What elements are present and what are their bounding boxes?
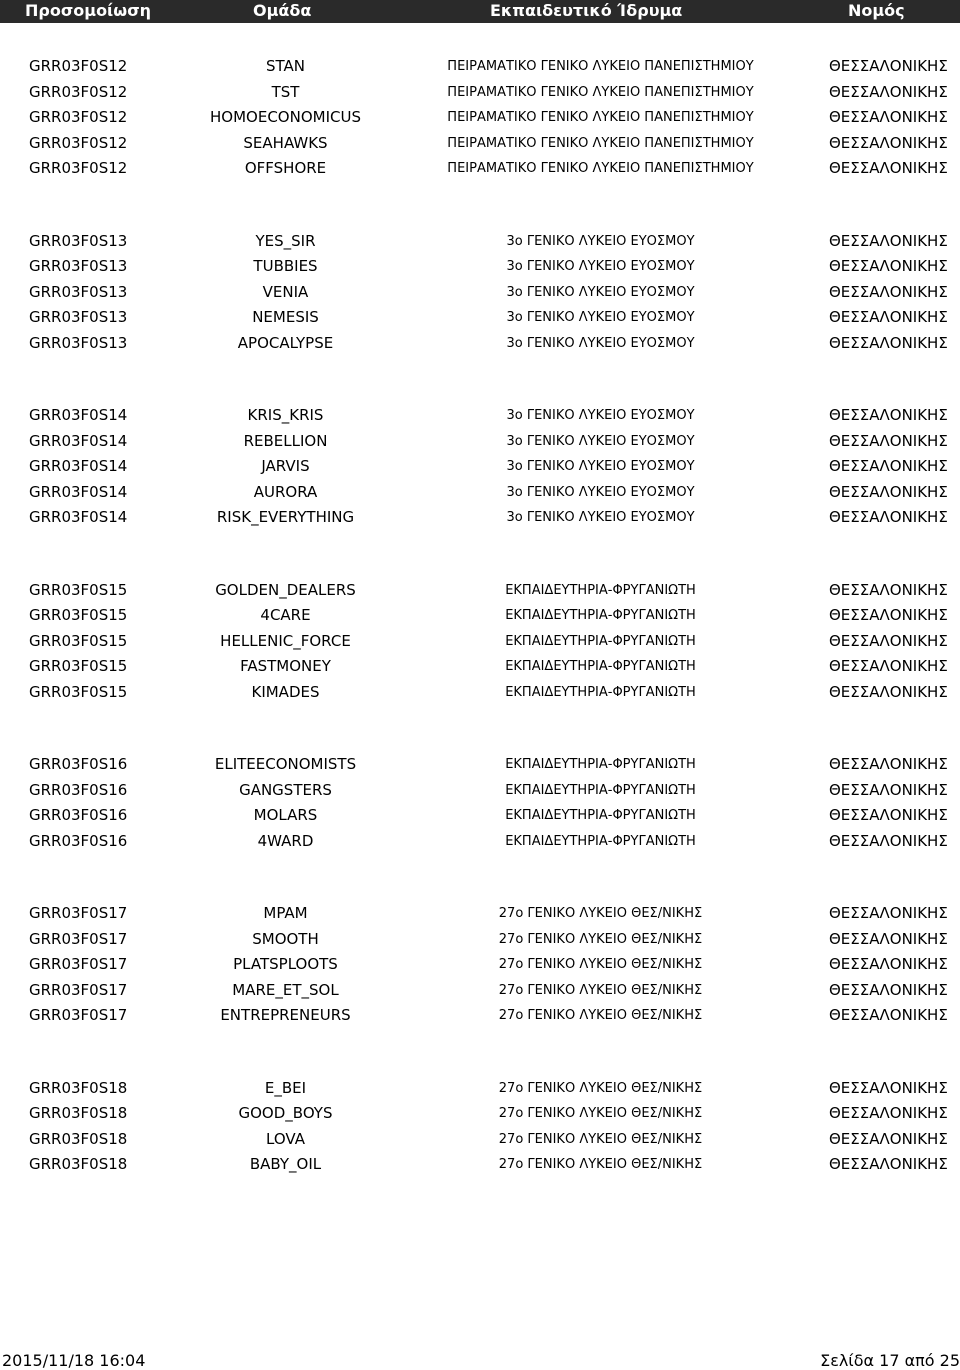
table-row — [0, 901, 960, 927]
table-row — [0, 229, 960, 255]
table-row — [0, 778, 960, 804]
table-row — [0, 978, 960, 1004]
school-cell: 3ο ΓΕΝΙΚΟ ΛΥΚΕΙΟ ΕΥΟΣΜΟΥ — [506, 484, 695, 500]
school-cell: 27ο ΓΕΝΙΚΟ ΛΥΚΕΙΟ ΘΕΣ/ΝΙΚΗΣ — [498, 1131, 703, 1147]
simulation-cell: GRR03F0S12 — [29, 159, 128, 177]
prefecture-cell: ΘΕΣΣΑΛΟΝΙΚΗΣ — [829, 308, 948, 326]
prefecture-cell: ΘΕΣΣΑΛΟΝΙΚΗΣ — [829, 606, 948, 624]
school-cell: 3ο ΓΕΝΙΚΟ ΛΥΚΕΙΟ ΕΥΟΣΜΟΥ — [506, 408, 695, 423]
table-row — [0, 1152, 960, 1178]
table-row — [0, 505, 960, 531]
team-cell: SMOOTH — [252, 929, 319, 948]
team-cell: MPAM — [263, 904, 308, 922]
school-cell: ΕΚΠΑΙΔΕΥΤΗΡΙΑ-ΦΡΥΓΑΝΙΩΤΗ — [505, 833, 696, 849]
table-row — [0, 54, 960, 80]
school-cell: ΕΚΠΑΙΔΕΥΤΗΡΙΑ-ΦΡΥΓΑΝΙΩΤΗ — [505, 684, 696, 700]
school-cell: 27ο ΓΕΝΙΚΟ ΛΥΚΕΙΟ ΘΕΣ/ΝΙΚΗΣ — [498, 982, 703, 998]
prefecture-cell: ΘΕΣΣΑΛΟΝΙΚΗΣ — [829, 57, 948, 75]
footer-page-number: Σελίδα 17 από 25 — [820, 1351, 960, 1370]
school-cell: ΕΚΠΑΙΔΕΥΤΗΡΙΑ-ΦΡΥΓΑΝΙΩΤΗ — [505, 782, 696, 798]
prefecture-cell: ΘΕΣΣΑΛΟΝΙΚΗΣ — [829, 431, 948, 450]
team-cell: FASTMONEY — [240, 657, 331, 675]
table-row — [0, 829, 960, 855]
table-group — [0, 229, 960, 357]
school-cell: ΕΚΠΑΙΔΕΥΤΗΡΙΑ-ΦΡΥΓΑΝΙΩΤΗ — [505, 659, 696, 674]
prefecture-cell: ΘΕΣΣΑΛΟΝΙΚΗΣ — [829, 980, 948, 999]
simulation-cell: GRR03F0S13 — [29, 257, 128, 275]
prefecture-cell: ΘΕΣΣΑΛΟΝΙΚΗΣ — [829, 904, 948, 922]
team-cell: AURORA — [253, 482, 318, 501]
simulation-cell: GRR03F0S17 — [29, 980, 128, 999]
prefecture-cell: ΘΕΣΣΑΛΟΝΙΚΗΣ — [829, 1104, 948, 1122]
school-cell: ΕΚΠΑΙΔΕΥΤΗΡΙΑ-ΦΡΥΓΑΝΙΩΤΗ — [505, 633, 696, 649]
school-cell: ΠΕΙΡΑΜΑΤΙΚΟ ΓΕΝΙΚΟ ΛΥΚΕΙΟ ΠΑΝΕΠΙΣΤΗΜΙΟΥ — [447, 161, 754, 176]
prefecture-cell: ΘΕΣΣΑΛΟΝΙΚΗΣ — [829, 108, 948, 126]
prefecture-cell: ΘΕΣΣΑΛΟΝΙΚΗΣ — [829, 1155, 948, 1173]
school-cell: 3ο ΓΕΝΙΚΟ ΛΥΚΕΙΟ ΕΥΟΣΜΟΥ — [506, 284, 695, 300]
table-row — [0, 454, 960, 480]
simulation-cell: GRR03F0S12 — [29, 57, 128, 75]
simulation-cell: GRR03F0S13 — [29, 308, 128, 326]
school-cell: ΕΚΠΑΙΔΕΥΤΗΡΙΑ-ΦΡΥΓΑΝΙΩΤΗ — [505, 808, 696, 823]
table-row — [0, 403, 960, 429]
simulation-cell: GRR03F0S16 — [29, 780, 128, 799]
school-cell: 27ο ΓΕΝΙΚΟ ΛΥΚΕΙΟ ΘΕΣ/ΝΙΚΗΣ — [498, 931, 703, 947]
simulation-cell: GRR03F0S12 — [29, 133, 128, 152]
table-group — [0, 752, 960, 854]
school-cell: ΕΚΠΑΙΔΕΥΤΗΡΙΑ-ΦΡΥΓΑΝΙΩΤΗ — [505, 757, 696, 772]
table-row — [0, 105, 960, 131]
table-group — [0, 403, 960, 531]
team-cell: HOMOECONOMICUS — [210, 108, 361, 126]
school-cell: 3ο ΓΕΝΙΚΟ ΛΥΚΕΙΟ ΕΥΟΣΜΟΥ — [506, 259, 695, 274]
simulation-cell: GRR03F0S16 — [29, 806, 128, 824]
prefecture-cell: ΘΕΣΣΑΛΟΝΙΚΗΣ — [829, 1006, 948, 1024]
table-row — [0, 80, 960, 106]
prefecture-cell: ΘΕΣΣΑΛΟΝΙΚΗΣ — [829, 482, 948, 501]
header-simulation: Προσομοίωση — [25, 1, 152, 20]
simulation-cell: GRR03F0S13 — [29, 333, 128, 352]
prefecture-cell: ΘΕΣΣΑΛΟΝΙΚΗΣ — [829, 282, 948, 301]
prefecture-cell: ΘΕΣΣΑΛΟΝΙΚΗΣ — [829, 929, 948, 948]
school-cell: ΠΕΙΡΑΜΑΤΙΚΟ ΓΕΝΙΚΟ ΛΥΚΕΙΟ ΠΑΝΕΠΙΣΤΗΜΙΟΥ — [447, 110, 754, 125]
team-cell: 4CARE — [260, 606, 311, 624]
prefecture-cell: ΘΕΣΣΑΛΟΝΙΚΗΣ — [829, 831, 948, 850]
table-row — [0, 254, 960, 280]
school-cell: ΕΚΠΑΙΔΕΥΤΗΡΙΑ-ΦΡΥΓΑΝΙΩΤΗ — [505, 582, 696, 598]
school-cell: 3ο ΓΕΝΙΚΟ ΛΥΚΕΙΟ ΕΥΟΣΜΟΥ — [506, 335, 695, 351]
simulation-cell: GRR03F0S13 — [29, 231, 128, 250]
simulation-cell: GRR03F0S17 — [29, 955, 128, 973]
simulation-cell: GRR03F0S18 — [29, 1104, 128, 1122]
team-cell: OFFSHORE — [244, 159, 327, 177]
team-cell: GOLDEN_DEALERS — [215, 580, 356, 599]
prefecture-cell: ΘΕΣΣΑΛΟΝΙΚΗΣ — [829, 806, 948, 824]
prefecture-cell: ΘΕΣΣΑΛΟΝΙΚΗΣ — [829, 82, 948, 101]
table-row — [0, 1127, 960, 1153]
table-row — [0, 131, 960, 157]
simulation-cell: GRR03F0S15 — [29, 580, 128, 599]
footer-timestamp: 2015/11/18 16:04 — [2, 1351, 146, 1370]
table-row — [0, 280, 960, 306]
team-cell: RISK_EVERYTHING — [216, 508, 355, 526]
table-row — [0, 603, 960, 629]
team-cell: JARVIS — [261, 457, 310, 475]
header-team: Ομάδα — [253, 1, 312, 20]
school-cell: 27ο ΓΕΝΙΚΟ ΛΥΚΕΙΟ ΘΕΣ/ΝΙΚΗΣ — [498, 1106, 703, 1121]
team-cell: SEAHAWKS — [243, 133, 328, 152]
simulation-cell: GRR03F0S17 — [29, 1006, 128, 1024]
table-row — [0, 952, 960, 978]
table-row — [0, 629, 960, 655]
table-row — [0, 803, 960, 829]
simulation-cell: GRR03F0S14 — [29, 508, 128, 526]
simulation-cell: GRR03F0S15 — [29, 606, 128, 624]
simulation-cell: GRR03F0S15 — [29, 657, 128, 675]
team-cell: PLATSPLOOTS — [233, 955, 338, 973]
table-row — [0, 680, 960, 706]
school-cell: 3ο ΓΕΝΙΚΟ ΛΥΚΕΙΟ ΕΥΟΣΜΟΥ — [506, 310, 695, 325]
prefecture-cell: ΘΕΣΣΑΛΟΝΙΚΗΣ — [829, 657, 948, 675]
prefecture-cell: ΘΕΣΣΑΛΟΝΙΚΗΣ — [829, 1078, 948, 1097]
team-cell: GOOD_BOYS — [238, 1104, 333, 1122]
table-row — [0, 156, 960, 182]
simulation-cell: GRR03F0S14 — [29, 406, 128, 424]
table-body — [0, 54, 960, 1225]
team-cell: NEMESIS — [252, 308, 319, 326]
table-group — [0, 901, 960, 1029]
simulation-cell: GRR03F0S14 — [29, 431, 128, 450]
prefecture-cell: ΘΕΣΣΑΛΟΝΙΚΗΣ — [829, 780, 948, 799]
table-row — [0, 752, 960, 778]
prefecture-cell: ΘΕΣΣΑΛΟΝΙΚΗΣ — [829, 631, 948, 650]
prefecture-cell: ΘΕΣΣΑΛΟΝΙΚΗΣ — [829, 580, 948, 599]
school-cell: 3ο ΓΕΝΙΚΟ ΛΥΚΕΙΟ ΕΥΟΣΜΟΥ — [506, 459, 695, 474]
simulation-cell: GRR03F0S12 — [29, 108, 128, 126]
table-row — [0, 480, 960, 506]
prefecture-cell: ΘΕΣΣΑΛΟΝΙΚΗΣ — [829, 406, 948, 424]
simulation-cell: GRR03F0S14 — [29, 482, 128, 501]
school-cell: ΕΚΠΑΙΔΕΥΤΗΡΙΑ-ΦΡΥΓΑΝΙΩΤΗ — [505, 608, 696, 623]
team-cell: KRIS_KRIS — [247, 406, 324, 424]
school-cell: 27ο ΓΕΝΙΚΟ ΛΥΚΕΙΟ ΘΕΣ/ΝΙΚΗΣ — [498, 906, 703, 921]
prefecture-cell: ΘΕΣΣΑΛΟΝΙΚΗΣ — [829, 1129, 948, 1148]
school-cell: ΠΕΙΡΑΜΑΤΙΚΟ ΓΕΝΙΚΟ ΛΥΚΕΙΟ ΠΑΝΕΠΙΣΤΗΜΙΟΥ — [447, 59, 754, 74]
prefecture-cell: ΘΕΣΣΑΛΟΝΙΚΗΣ — [829, 133, 948, 152]
simulation-cell: GRR03F0S15 — [29, 631, 128, 650]
prefecture-cell: ΘΕΣΣΑΛΟΝΙΚΗΣ — [829, 682, 948, 701]
team-cell: E_BEI — [264, 1078, 307, 1097]
table-row — [0, 305, 960, 331]
school-cell: 27ο ΓΕΝΙΚΟ ΛΥΚΕΙΟ ΘΕΣ/ΝΙΚΗΣ — [498, 1008, 703, 1023]
prefecture-cell: ΘΕΣΣΑΛΟΝΙΚΗΣ — [829, 955, 948, 973]
simulation-cell: GRR03F0S12 — [29, 82, 128, 101]
simulation-cell: GRR03F0S18 — [29, 1078, 128, 1097]
team-cell: REBELLION — [243, 431, 328, 450]
table-group — [0, 1076, 960, 1178]
prefecture-cell: ΘΕΣΣΑΛΟΝΙΚΗΣ — [829, 508, 948, 526]
prefecture-cell: ΘΕΣΣΑΛΟΝΙΚΗΣ — [829, 231, 948, 250]
school-cell: 27ο ΓΕΝΙΚΟ ΛΥΚΕΙΟ ΘΕΣ/ΝΙΚΗΣ — [498, 1157, 703, 1172]
simulation-cell: GRR03F0S17 — [29, 929, 128, 948]
table-row — [0, 1101, 960, 1127]
team-cell: ELITEECONOMISTS — [214, 755, 357, 773]
team-cell: 4WARD — [257, 831, 314, 850]
team-cell: HELLENIC_FORCE — [220, 631, 351, 650]
prefecture-cell: ΘΕΣΣΑΛΟΝΙΚΗΣ — [829, 257, 948, 275]
table-row — [0, 331, 960, 357]
team-cell: MARE_ET_SOL — [232, 980, 339, 999]
table-row — [0, 578, 960, 604]
prefecture-cell: ΘΕΣΣΑΛΟΝΙΚΗΣ — [829, 755, 948, 773]
team-cell: BABY_OIL — [249, 1155, 322, 1173]
team-cell: ENTREPRENEURS — [220, 1006, 351, 1024]
prefecture-cell: ΘΕΣΣΑΛΟΝΙΚΗΣ — [829, 159, 948, 177]
header-prefecture: Νομός — [848, 1, 905, 20]
header-school: Εκπαιδευτικό Ίδρυμα — [490, 1, 683, 20]
table-group — [0, 54, 960, 182]
team-cell: MOLARS — [253, 806, 318, 824]
simulation-cell: GRR03F0S14 — [29, 457, 128, 475]
school-cell: ΠΕΙΡΑΜΑΤΙΚΟ ΓΕΝΙΚΟ ΛΥΚΕΙΟ ΠΑΝΕΠΙΣΤΗΜΙΟΥ — [447, 135, 754, 151]
school-cell: 27ο ΓΕΝΙΚΟ ΛΥΚΕΙΟ ΘΕΣ/ΝΙΚΗΣ — [498, 1080, 703, 1096]
team-cell: TUBBIES — [253, 257, 318, 275]
table-row — [0, 654, 960, 680]
simulation-cell: GRR03F0S13 — [29, 282, 128, 301]
team-cell: KIMADES — [251, 682, 320, 701]
team-cell: APOCALYPSE — [237, 333, 334, 352]
team-cell: VENIA — [262, 282, 309, 301]
table-header — [0, 0, 960, 23]
prefecture-cell: ΘΕΣΣΑΛΟΝΙΚΗΣ — [829, 457, 948, 475]
table-group — [0, 578, 960, 706]
team-cell: GANGSTERS — [239, 780, 332, 799]
school-cell: 3ο ΓΕΝΙΚΟ ΛΥΚΕΙΟ ΕΥΟΣΜΟΥ — [506, 233, 695, 249]
team-cell: STAN — [265, 57, 305, 75]
table-row — [0, 1076, 960, 1102]
simulation-cell: GRR03F0S18 — [29, 1129, 128, 1148]
simulation-cell: GRR03F0S17 — [29, 904, 128, 922]
team-cell: TST — [271, 82, 300, 101]
simulation-cell: GRR03F0S16 — [29, 755, 128, 773]
school-cell: ΠΕΙΡΑΜΑΤΙΚΟ ΓΕΝΙΚΟ ΛΥΚΕΙΟ ΠΑΝΕΠΙΣΤΗΜΙΟΥ — [447, 84, 754, 100]
school-cell: 27ο ΓΕΝΙΚΟ ΛΥΚΕΙΟ ΘΕΣ/ΝΙΚΗΣ — [498, 957, 703, 972]
table-row — [0, 927, 960, 953]
team-cell: LOVA — [266, 1129, 305, 1148]
prefecture-cell: ΘΕΣΣΑΛΟΝΙΚΗΣ — [829, 333, 948, 352]
school-cell: 3ο ΓΕΝΙΚΟ ΛΥΚΕΙΟ ΕΥΟΣΜΟΥ — [506, 433, 695, 449]
simulation-cell: GRR03F0S15 — [29, 682, 128, 701]
simulation-cell: GRR03F0S18 — [29, 1155, 128, 1173]
table-row — [0, 1003, 960, 1029]
school-cell: 3ο ΓΕΝΙΚΟ ΛΥΚΕΙΟ ΕΥΟΣΜΟΥ — [506, 510, 695, 525]
table-row — [0, 429, 960, 455]
simulation-cell: GRR03F0S16 — [29, 831, 128, 850]
team-cell: YES_SIR — [255, 231, 316, 250]
